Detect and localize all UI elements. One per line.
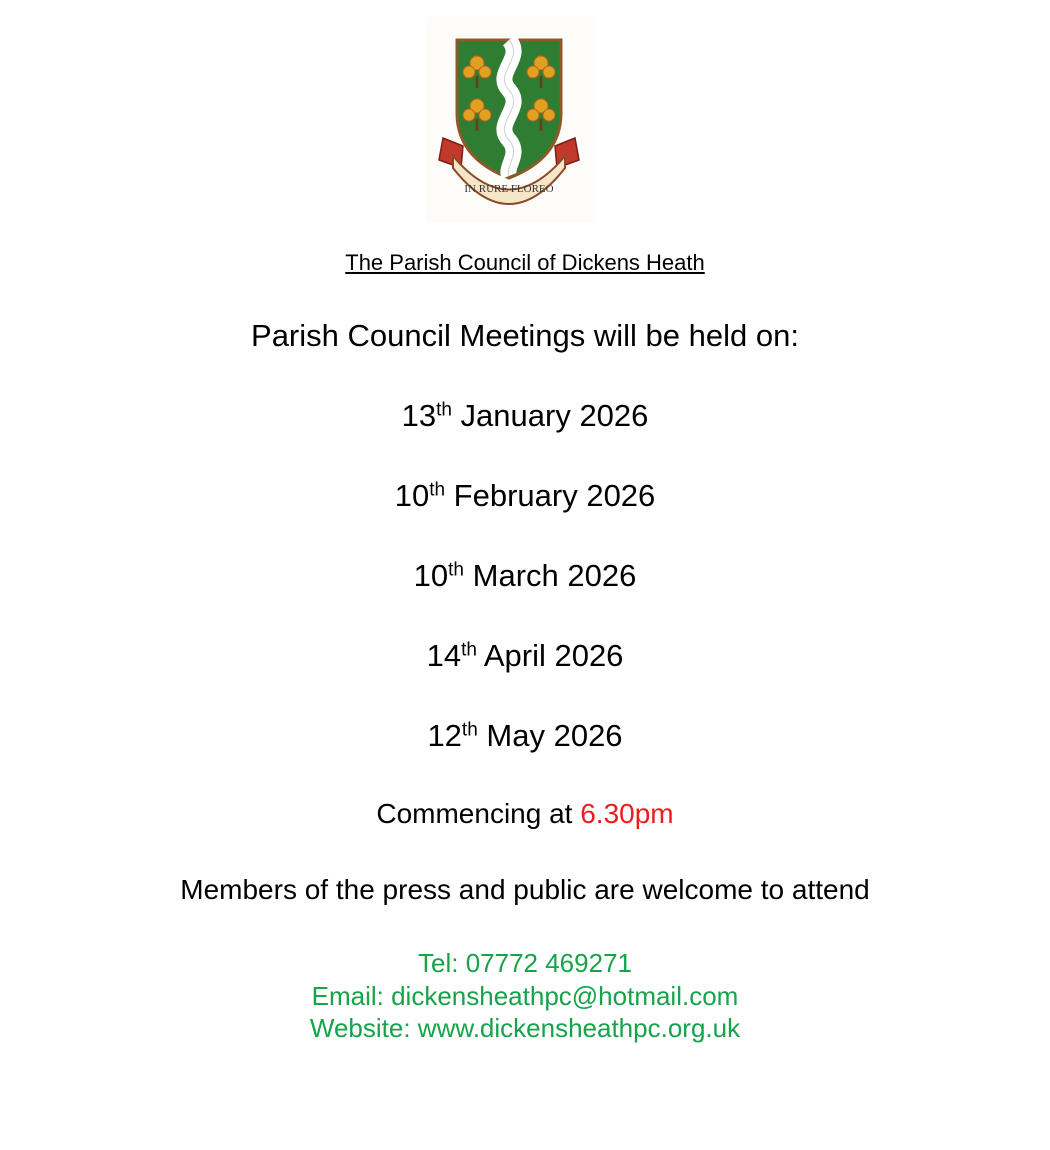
meeting-day-suffix: th bbox=[429, 479, 446, 501]
contact-website[interactable]: Website: www.dickensheathpc.org.uk bbox=[309, 1013, 741, 1043]
start-time-label: Commencing at bbox=[376, 798, 573, 829]
meeting-month-year: May 2026 bbox=[486, 718, 623, 753]
meeting-month-year: March 2026 bbox=[472, 558, 637, 593]
meeting-date bbox=[0, 558, 1050, 594]
meeting-date bbox=[0, 718, 1050, 754]
meeting-day: 14 bbox=[426, 638, 462, 673]
start-time-line bbox=[0, 798, 1050, 830]
coat-of-arms-logo bbox=[425, 18, 593, 223]
meeting-day: 10 bbox=[394, 478, 430, 513]
meeting-month-year: February 2026 bbox=[453, 478, 656, 513]
public-welcome-note: Members of the press and public are welcome to attend bbox=[180, 874, 870, 905]
crest-motto: IN RURE FLOREO bbox=[464, 183, 554, 195]
meeting-day: 10 bbox=[413, 558, 449, 593]
contact-email[interactable]: Email: dickensheathpc@hotmail.com bbox=[311, 981, 739, 1011]
meeting-date bbox=[0, 638, 1050, 674]
meeting-day-suffix: th bbox=[461, 639, 477, 661]
meeting-day-suffix: th bbox=[461, 719, 478, 741]
meeting-day: 13 bbox=[401, 398, 437, 433]
council-name: The Parish Council of Dickens Heath bbox=[345, 250, 705, 275]
meeting-day: 12 bbox=[427, 718, 462, 753]
meeting-date bbox=[0, 398, 1050, 434]
meeting-date bbox=[0, 478, 1050, 514]
meeting-month-year: April 2026 bbox=[483, 638, 624, 673]
meeting-day-suffix: th bbox=[436, 399, 452, 421]
start-time-value: 6.30pm bbox=[580, 798, 674, 829]
meeting-day-suffix: th bbox=[448, 559, 464, 581]
meeting-month-year: January 2026 bbox=[460, 398, 649, 433]
meetings-heading: Parish Council Meetings will be held on: bbox=[251, 318, 799, 353]
contact-phone: Tel: 07772 469271 bbox=[418, 948, 632, 978]
